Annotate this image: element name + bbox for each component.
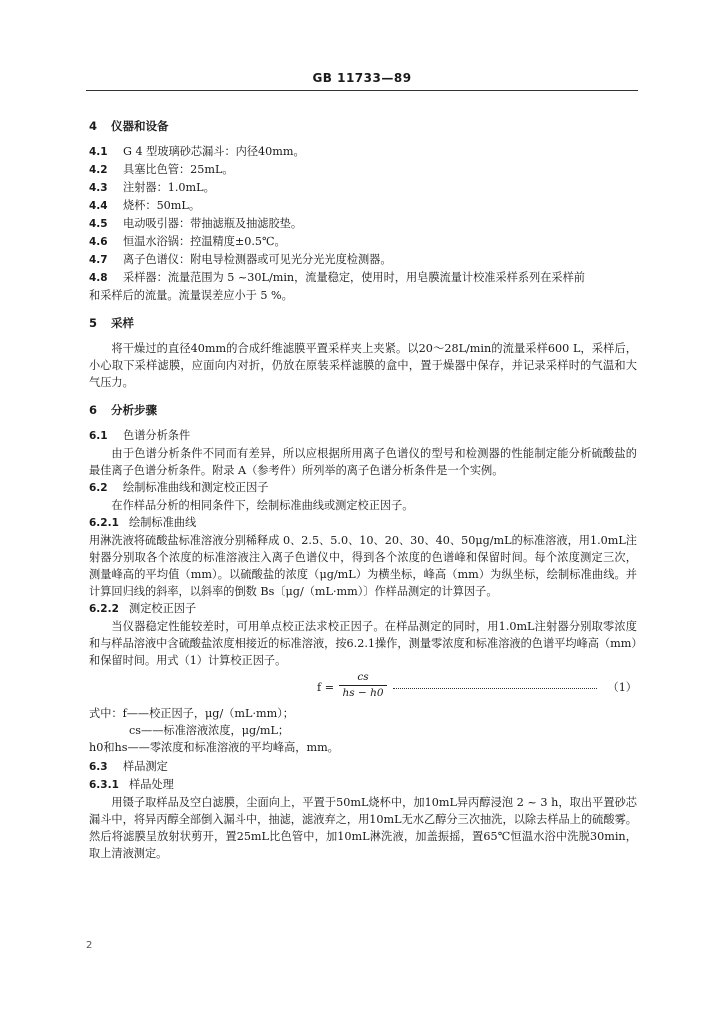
item-number: 4.7: [89, 254, 108, 266]
section-6-1-heading: [89, 427, 637, 445]
section-6-heading: [89, 402, 637, 419]
subsection-number: 6.2: [89, 482, 108, 494]
dot-leader: [393, 679, 597, 689]
item-text: 恒温水浴锅：控温精度±0.5℃。: [123, 235, 286, 248]
section-number: 4: [89, 119, 98, 133]
equipment-item: [89, 143, 637, 161]
subsection-title: 色谱分析条件: [123, 429, 191, 442]
equipment-item: [89, 161, 637, 179]
subsection-number: 6.2.1: [89, 517, 119, 529]
equation-number: （1）: [607, 681, 637, 694]
equipment-list: [89, 143, 637, 269]
equipment-item: [89, 233, 637, 251]
subsection-title: 样品测定: [123, 760, 168, 773]
item-text: 烧杯：50mL。: [123, 199, 201, 212]
section-5-heading: [89, 315, 637, 332]
section-title: 采样: [111, 316, 134, 330]
item-text: 具塞比色管：25mL。: [123, 163, 234, 176]
item-text: 注射器：1.0mL。: [123, 181, 215, 194]
standard-curve-paragraph: 用淋洗液将硫酸盐标准溶液分别稀释成 0、2.5、5.0、10、20、30、40、50μg/mL的标准溶液，用1.0mL注射器分别取各个浓度的标准溶液注入离子色谱仪中，得到各个浓度的色谱峰和保留时间。每个浓度测定三次，测量峰高的平均值（mm）。以硫酸盐的浓度（μg/mL）为横坐标，峰高（mm）为纵坐标，绘制标准曲线。并计算回归线的斜率，以斜率的倒数 Bs〔μg/（mL·mm）〕作样品测定的计算因子。: [89, 534, 637, 598]
item-number: 4.2: [89, 164, 108, 176]
chromatography-conditions-paragraph: 由于色谱分析条件不同而有差异，所以应根据所用离子色谱仪的型号和检测器的性能制定能分析硫酸盐的最佳离子色谱分析条件。附录 A（参考件）所列举的离子色谱分析条件是一个实例。: [89, 447, 637, 477]
sampling-paragraph: 将干燥过的直径40mm的合成纤维滤膜平置采样夹上夹紧。以20～28L/min的流量采样600 L，采样后，小心取下采样滤膜，应面向内对折，仍放在原装采样滤膜的盒中，置于燥器中保存，并记录采样时的气温和大气压力。: [89, 342, 637, 389]
section-4-heading: [89, 118, 637, 135]
sample-processing-paragraph: 用镊子取样品及空白滤膜，尘面向上，平置于50mL烧杯中，加10mL异丙醇浸泡 2 ~ 3 h，取出平置砂芯漏斗中，将异丙醇全部倒入漏斗中，抽滤，滤液弃之，用10mL无水乙醇分三次抽洗，以除去样品上的硫酸雾。然后将滤膜呈放射状剪开，置25mL比色管中，加10mL淋洗液，加盖振摇，置65℃恒温水浴中洗脱30min，取上清液测定。: [89, 796, 637, 860]
item-number: 4.6: [89, 236, 108, 248]
formula-lhs: f =: [317, 681, 335, 694]
correction-factor-formula: [89, 671, 637, 701]
item-number: 4.1: [89, 146, 108, 158]
fraction-bar: [339, 685, 387, 686]
item-text: G 4 型玻璃砂芯漏斗：内径40mm。: [123, 145, 305, 158]
item-text: 离子色谱仪：附电导检测器或可见光分光光度检测器。: [123, 253, 392, 266]
item-text: 采样器：流量范围为 5 ~30L/min，流量稳定，使用时，用皂膜流量计校准采样系列在采样前: [123, 271, 585, 284]
item-number: 4.8: [89, 272, 108, 284]
subsection-number: 6.3.1: [89, 779, 119, 791]
page-header: GB 11733—89: [312, 71, 412, 85]
section-number: 5: [89, 316, 98, 330]
page-number: 2: [86, 940, 93, 951]
equipment-item: [89, 215, 637, 233]
subsection-title: 测定校正因子: [129, 602, 197, 615]
section-6-2-heading: [89, 479, 637, 497]
subsection-title: 绘制标准曲线: [129, 516, 197, 529]
item-number: 4.3: [89, 182, 108, 194]
section-4-8: [89, 269, 637, 287]
section-6-2-1-heading: [89, 514, 637, 532]
subsection-title: 样品处理: [129, 778, 174, 791]
subsection-number: 6.2.2: [89, 603, 119, 615]
section-6-3-1-heading: [89, 776, 637, 794]
section-6-3-heading: [89, 758, 637, 776]
item-text: 电动吸引器：带抽滤瓶及抽滤胶垫。: [123, 217, 303, 230]
section-4-8-continued: 和采样后的流量。流量误差应小于 5 %。: [89, 289, 293, 302]
section-title: 分析步骤: [111, 403, 157, 417]
header-rule: [86, 90, 638, 91]
formula-numerator: cs: [357, 671, 369, 683]
section-number: 6: [89, 403, 98, 417]
calibration-paragraph: 在作样品分析的相同条件下，绘制标准曲线或测定校正因子。: [111, 499, 414, 512]
where-line: h0和hs——零浓度和标准溶液的平均峰高，mm。: [89, 741, 339, 754]
subsection-number: 6.3: [89, 761, 108, 773]
equipment-item: [89, 179, 637, 197]
formula-denominator: hs − h0: [342, 687, 384, 699]
equipment-item: [89, 251, 637, 269]
item-number: 4.5: [89, 218, 108, 230]
where-line: 式中：f——校正因子，μg/（mL·mm）；: [89, 707, 294, 720]
where-line: cs——标准溶液浓度，μg/mL；: [129, 724, 290, 737]
item-number: 4.4: [89, 200, 108, 212]
section-title: 仪器和设备: [111, 119, 169, 133]
formula-fraction: [339, 671, 387, 700]
equipment-item: [89, 197, 637, 215]
subsection-title: 绘制标准曲线和测定校正因子: [123, 481, 269, 494]
subsection-number: 6.1: [89, 430, 108, 442]
page-body: [89, 118, 637, 862]
correction-factor-paragraph: 当仪器稳定性能较差时，可用单点校正法求校正因子。在样品测定的同时，用1.0mL注射器分别取零浓度和与样品溶液中含硫酸盐浓度相接近的标准溶液，按6.2.1操作，测量零浓度和标准溶液的色谱平均峰高（mm）和保留时间。用式（1）计算校正因子。: [89, 620, 637, 667]
section-6-2-2-heading: [89, 600, 637, 618]
